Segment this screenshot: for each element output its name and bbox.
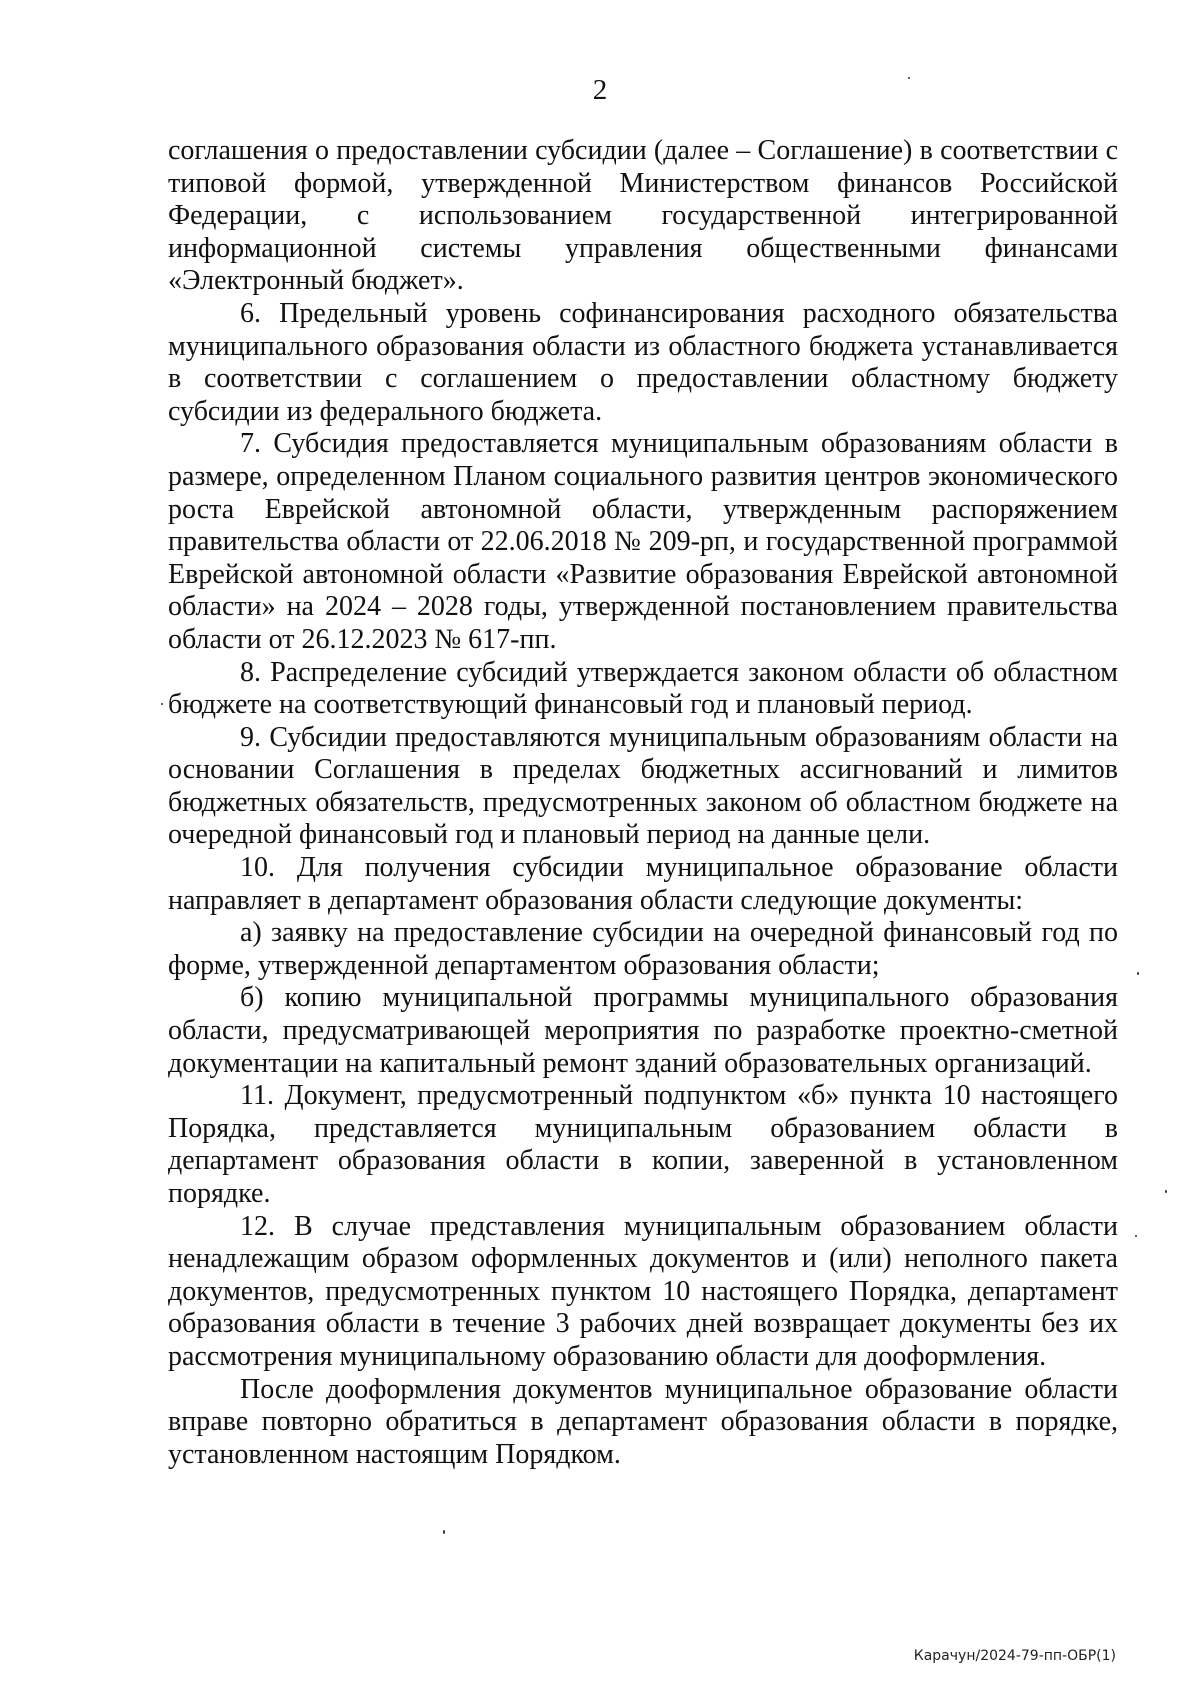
paragraph-item-12: 12. В случае представления муниципальным образованием области ненадлежащим образом оформленных документов и (или) неполного пакета документов, предусмотренных пунктом 10 настоящего Порядка, департамент образования области в течение 3 рабочих дней возвращает документы без их рассмотрения муниципальному образованию области для дооформления. bbox=[168, 1210, 1118, 1372]
scan-speck bbox=[1165, 1190, 1167, 1193]
scan-speck bbox=[1137, 972, 1139, 975]
page-number: 2 bbox=[592, 74, 608, 106]
document-code: Карачун/2024-79-пп-ОБР(1) bbox=[913, 1648, 1116, 1664]
paragraph-item-7: 7. Субсидия предоставляется муниципальным образованиям области в размере, определенном Планом социального развития центров экономического роста Еврейской автономной области, утвержденным распоряжением правительства области от 22.06.2018 № 209-рп, и государственной программой Еврейской автономной области «Развитие образования Еврейской автономной области» на 2024 – 2028 годы, утвержденной постановлением правительства области от 26.12.2023 № 617-пп. bbox=[168, 428, 1118, 655]
paragraph-item-10: 10. Для получения субсидии муниципальное образование области направляет в департамент образования области следующие документы: bbox=[168, 852, 1118, 916]
paragraph-after-reformatting: После дооформления документов муниципальное образование области вправе повторно обратиться в департамент образования области в порядке, установленном настоящим Порядком. bbox=[168, 1373, 1118, 1470]
scan-speck bbox=[1135, 1235, 1137, 1237]
scan-speck bbox=[443, 1530, 445, 1534]
paragraph-item-8: 8. Распределение субсидий утверждается законом области об областном бюджете на соответствующий финансовый год и плановый период. bbox=[168, 656, 1118, 721]
paragraph-item-10b: б) копию муниципальной программы муниципального образования области, предусматривающей мероприятия по разработке проектно-сметной документации на капитальный ремонт зданий образовательных организаций. bbox=[168, 982, 1118, 1079]
paragraph-item-10a: а) заявку на предоставление субсидии на очередной финансовый год по форме, утвержденной департаментом образования области; bbox=[168, 917, 1118, 981]
paragraph-item-9: 9. Субсидии предоставляются муниципальным образованиям области на основании Соглашения в пределах бюджетных ассигнований и лимитов бюджетных обязательств, предусмотренных законом об областном бюджете на очередной финансовый год и плановый период на данные цели. bbox=[168, 721, 1118, 851]
paragraph-agreement-continuation: соглашения о предоставлении субсидии (далее – Соглашение) в соответствии с типовой формой, утвержденной Министерством финансов Российской Федерации, с использованием государственной интегрированной информационной системы управления общественными финансами «Электронный бюджет». bbox=[168, 135, 1118, 297]
scan-speck bbox=[161, 703, 163, 705]
paragraph-item-6: 6. Предельный уровень софинансирования расходного обязательства муниципального образования области из областного бюджета устанавливается в соответствии с соглашением о предоставлении областному бюджету субсидии из федерального бюджета. bbox=[168, 297, 1118, 427]
document-body bbox=[168, 135, 1118, 1471]
paragraph-item-11: 11. Документ, предусмотренный подпунктом «б» пункта 10 настоящего Порядка, представляется муниципальным образованием области в департамент образования области в копии, заверенной в установленном порядке. bbox=[168, 1080, 1118, 1209]
scan-speck bbox=[908, 77, 910, 79]
